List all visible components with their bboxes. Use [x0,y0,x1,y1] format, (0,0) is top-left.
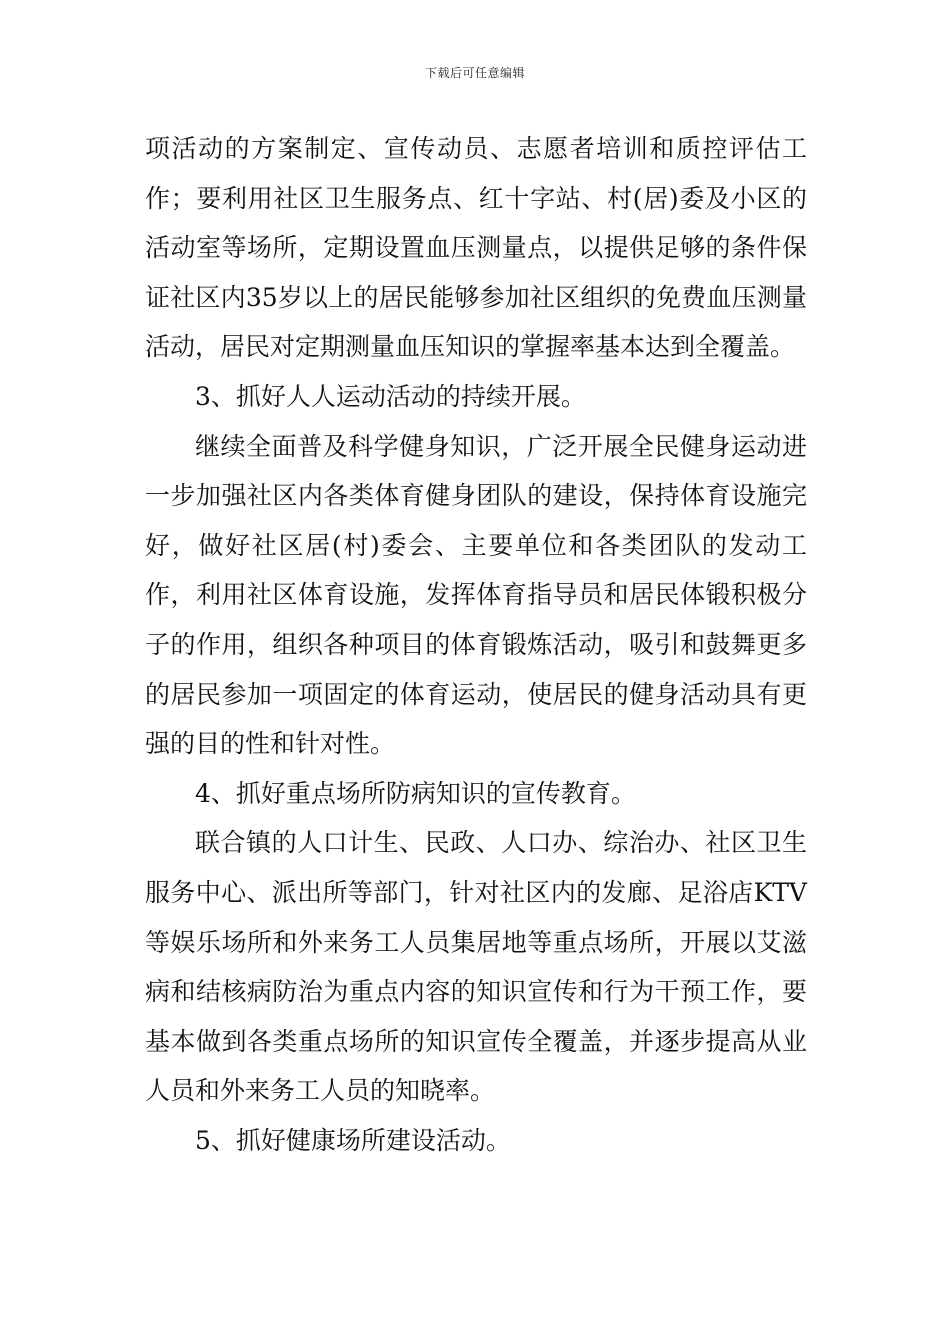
paragraph-key-venues: 联合镇的人口计生、民政、人口办、综治办、社区卫生服务中心、派出所等部门，针对社区内的发廊、足浴店KTV等娱乐场所和外来务工人员集居地等重点场所，开展以艾滋病和结核病防治为重点内容的知识宣传和行为干预工作，要基本做到各类重点场所的知识宣传全覆盖，并逐步提高从业人员和外来务工人员的知晓率。 [145,828,807,1106]
section-heading-4: 4、抓好重点场所防病知识的宣传教育。 [195,778,636,808]
document-body [145,124,807,1165]
page-header-note: 下载后可任意编辑 [424,66,525,80]
paragraph-fitness: 继续全面普及科学健身知识，广泛开展全民健身运动进一步加强社区内各类体育健身团队的建设，保持体育设施完好，做好社区居(村)委会、主要单位和各类团队的发动工作，利用社区体育设施，发挥体育指导员和居民体锻积极分子的作用，组织各种项目的体育锻炼活动，吸引和鼓舞更多的居民参加一项固定的体育运动，使居民的健身活动具有更强的目的性和针对性。 [145,431,807,759]
section-heading-5: 5、抓好健康场所建设活动。 [195,1125,511,1155]
paragraph-continuation: 项活动的方案制定、宣传动员、志愿者培训和质控评估工作；要利用社区卫生服务点、红十字站、村(居)委及小区的活动室等场所，定期设置血压测量点，以提供足够的条件保证社区内35岁以上的居民能够参加社区组织的免费血压测量活动，居民对定期测量血压知识的掌握率基本达到全覆盖。 [145,134,807,362]
section-heading-3: 3、抓好人人运动活动的持续开展。 [195,381,586,411]
